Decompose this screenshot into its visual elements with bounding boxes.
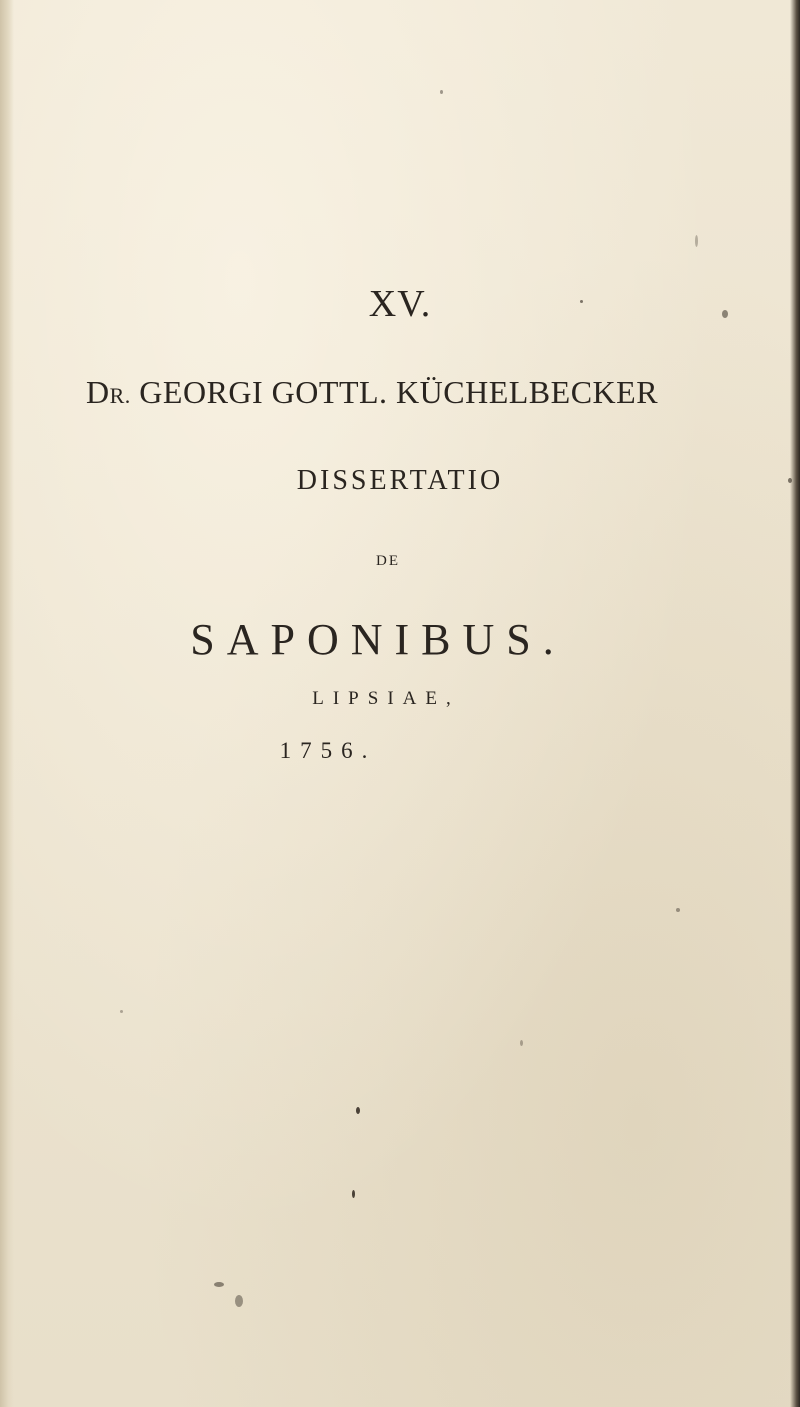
author-line (86, 374, 706, 411)
preposition: DE (376, 553, 400, 569)
work-type: DISSERTATIO (296, 465, 504, 496)
paper-speck (722, 310, 728, 318)
paper-speck (695, 235, 698, 247)
paper-speck (214, 1282, 224, 1287)
paper-speck (520, 1040, 523, 1046)
paper-speck (235, 1295, 243, 1307)
paper-speck (356, 1107, 360, 1114)
author-name: GEORGI GOTTL. KÜCHELBECKER (139, 374, 659, 410)
imprint-place: LIPSIAE, (312, 688, 460, 709)
paper-speck (352, 1190, 355, 1198)
chapter-numeral: XV. (368, 283, 432, 325)
page-right-edge (790, 0, 800, 1407)
imprint-year: 1756. (279, 738, 377, 763)
paper-speck (440, 90, 443, 94)
subject-title: SAPONIBUS. (190, 615, 566, 664)
paper-speck (580, 300, 583, 303)
author-prefix-rest: R. (109, 383, 131, 408)
author-prefix-initial: D (86, 374, 110, 410)
paper-speck (788, 478, 792, 483)
paper-speck (120, 1010, 123, 1013)
paper-speck (676, 908, 680, 912)
